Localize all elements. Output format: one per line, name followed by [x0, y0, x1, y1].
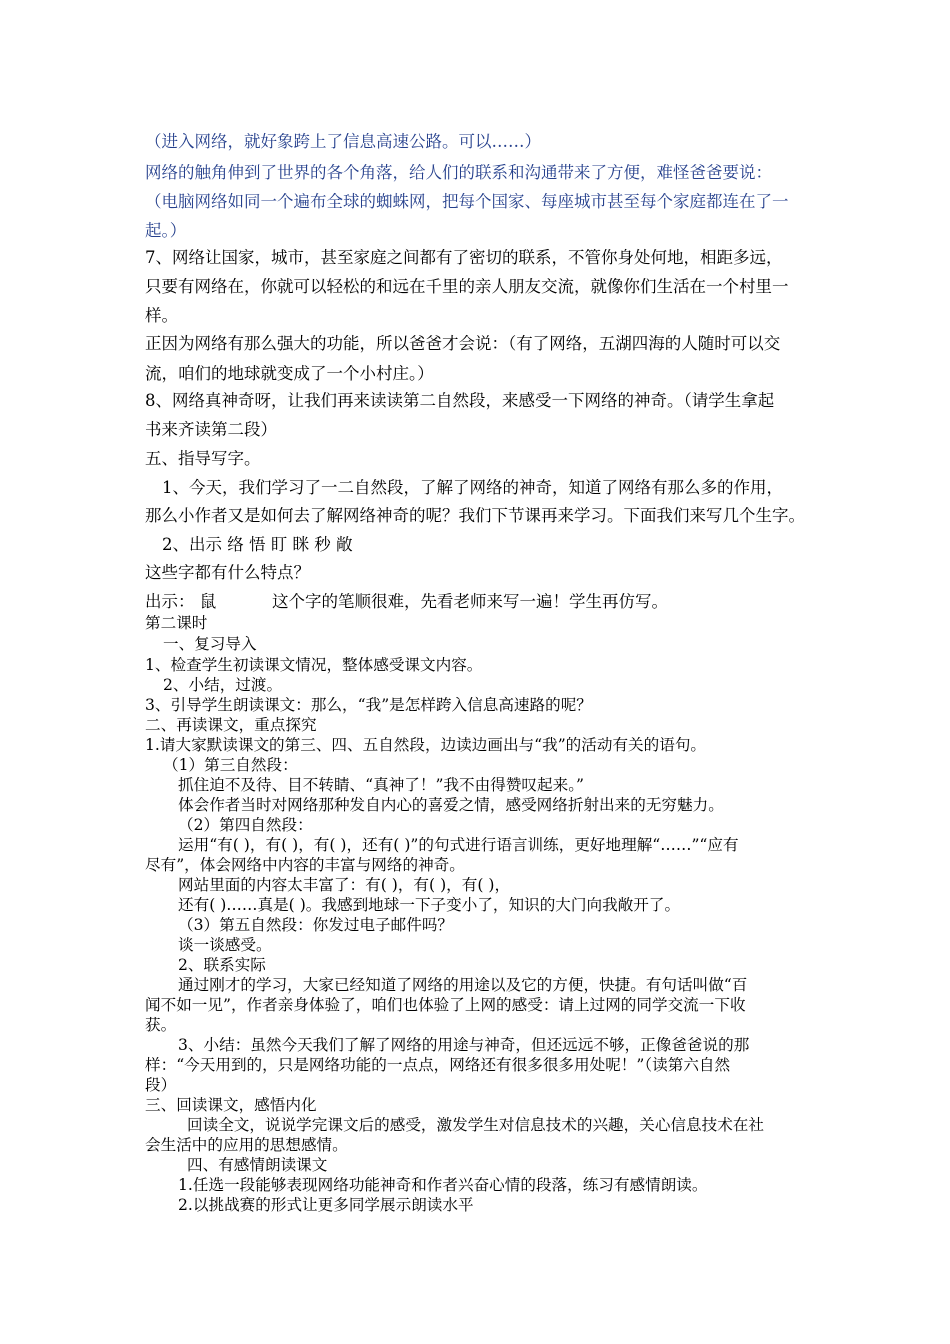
text-line: 只要有网络在，你就可以轻松的和远在千里的亲人朋友交流，就像你们生活在一个村里一 [145, 277, 789, 296]
text-line: 闻不如一见”，作者亲身体验了，咱们也体验了上网的感受：请上过网的同学交流一下收 [145, 996, 746, 1014]
text-line: （电脑网络如同一个遍布全球的蜘蛛网，把每个国家、每座城市甚至每个家庭都连在了一 [145, 192, 789, 211]
text-line: 一、复习导入 [163, 635, 257, 653]
text-line: 获。 [145, 1016, 177, 1034]
text-line: 2、小结，过渡。 [163, 676, 283, 694]
text-line: 谈一谈感受。 [178, 936, 272, 954]
text-line: 8、网络真神奇呀，让我们再来读读第二自然段，来感受一下网络的神奇。（请学生拿起 [145, 391, 775, 410]
text-line: 这些字都有什么特点？ [145, 563, 310, 582]
text-line: 书来齐读第二段） [145, 420, 277, 439]
text-line: 1、检查学生初读课文情况，整体感受课文内容。 [145, 656, 483, 674]
text-line: 1.任选一段能够表现网络功能神奇和作者兴奋心情的段落，练习有感情朗读。 [178, 1176, 708, 1194]
text-line: 抓住迫不及待、目不转睛、“真神了！”我不由得赞叹起来。” [178, 776, 584, 794]
text-line: 1.请大家默读课文的第三、四、五自然段，边读边画出与“我”的活动有关的语句。 [145, 736, 707, 754]
text-line: 四、有感情朗读课文 [187, 1156, 328, 1174]
text-line: 回读全文，说说学完课文后的感受，激发学生对信息技术的兴趣，关心信息技术在社 [187, 1116, 764, 1134]
text-line: 1、今天，我们学习了一二自然段，了解了网络的神奇，知道了网络有那么多的作用， [162, 478, 783, 497]
text-line: 样：“今天用到的，只是网络功能的一点点，网络还有很多很多用处呢！”（读第六自然 [145, 1056, 731, 1074]
text-line: 2、联系实际 [178, 956, 266, 974]
text-line: 2.以挑战赛的形式让更多同学展示朗读水平 [178, 1196, 474, 1214]
text-line: 出示： 鼠 [145, 592, 217, 611]
text-line: 样。 [145, 306, 178, 325]
text-line: 运用“有( )，有( )，有( )，还有( )”的句式进行语言训练，更好地理解“……”“应有 [178, 836, 739, 854]
text-line: 这个字的笔顺很难，先看老师来写一遍！学生再仿写。 [272, 592, 668, 611]
text-line: 正因为网络有那么强大的功能，所以爸爸才会说：（有了网络，五湖四海的人随时可以交 [145, 334, 781, 353]
text-line: 五、指导写字。 [145, 449, 261, 468]
text-line: 还有( )……真是( )。我感到地球一下子变小了，知识的大门向我敞开了。 [178, 896, 681, 914]
text-line: （3）第五自然段：你发过电子邮件吗？ [178, 916, 454, 934]
text-line: 二、再读课文，重点探究 [145, 716, 317, 734]
text-line: 尽有”，体会网络中内容的丰富与网络的神奇。 [145, 856, 465, 874]
text-line: 会生活中的应用的思想感情。 [145, 1136, 348, 1154]
text-line: 三、回读课文，感悟内化 [145, 1096, 317, 1114]
text-line: 起。） [145, 221, 187, 240]
text-line: 通过刚才的学习，大家已经知道了网络的用途以及它的方便，快捷。有句话叫做“百 [178, 976, 748, 994]
text-line: 段） [145, 1076, 177, 1094]
text-line: 2、出示 络 悟 盯 眯 秒 敞 [162, 535, 353, 554]
text-line: 那么小作者又是如何去了解网络神奇的呢？我们下节课再来学习。下面我们来写几个生字。 [145, 506, 805, 525]
text-line: （2）第四自然段： [178, 816, 313, 834]
text-line: （进入网络，就好象跨上了信息高速公路。可以……） [145, 132, 541, 151]
text-line: 第二课时 [145, 614, 208, 632]
text-line: 网络的触角伸到了世界的各个角落，给人们的联系和沟通带来了方便，难怪爸爸要说： [145, 163, 772, 182]
text-line: 体会作者当时对网络那种发自内心的喜爱之情，感受网络折射出来的无穷魅力。 [178, 796, 724, 814]
text-line: 3、引导学生朗读课文：那么，“我”是怎样跨入信息高速路的呢？ [145, 696, 592, 714]
text-line: 流，咱们的地球就变成了一个小村庄。） [145, 364, 434, 383]
text-line: 7、网络让国家，城市，甚至家庭之间都有了密切的联系，不管你身处何地，相距多远， [145, 248, 783, 267]
text-line: 网站里面的内容太丰富了：有( )，有( )，有( )， [178, 876, 511, 894]
text-line: （1）第三自然段： [163, 756, 298, 774]
text-line: 3、小结：虽然今天我们了解了网络的用途与神奇，但还远远不够，正像爸爸说的那 [178, 1036, 750, 1054]
